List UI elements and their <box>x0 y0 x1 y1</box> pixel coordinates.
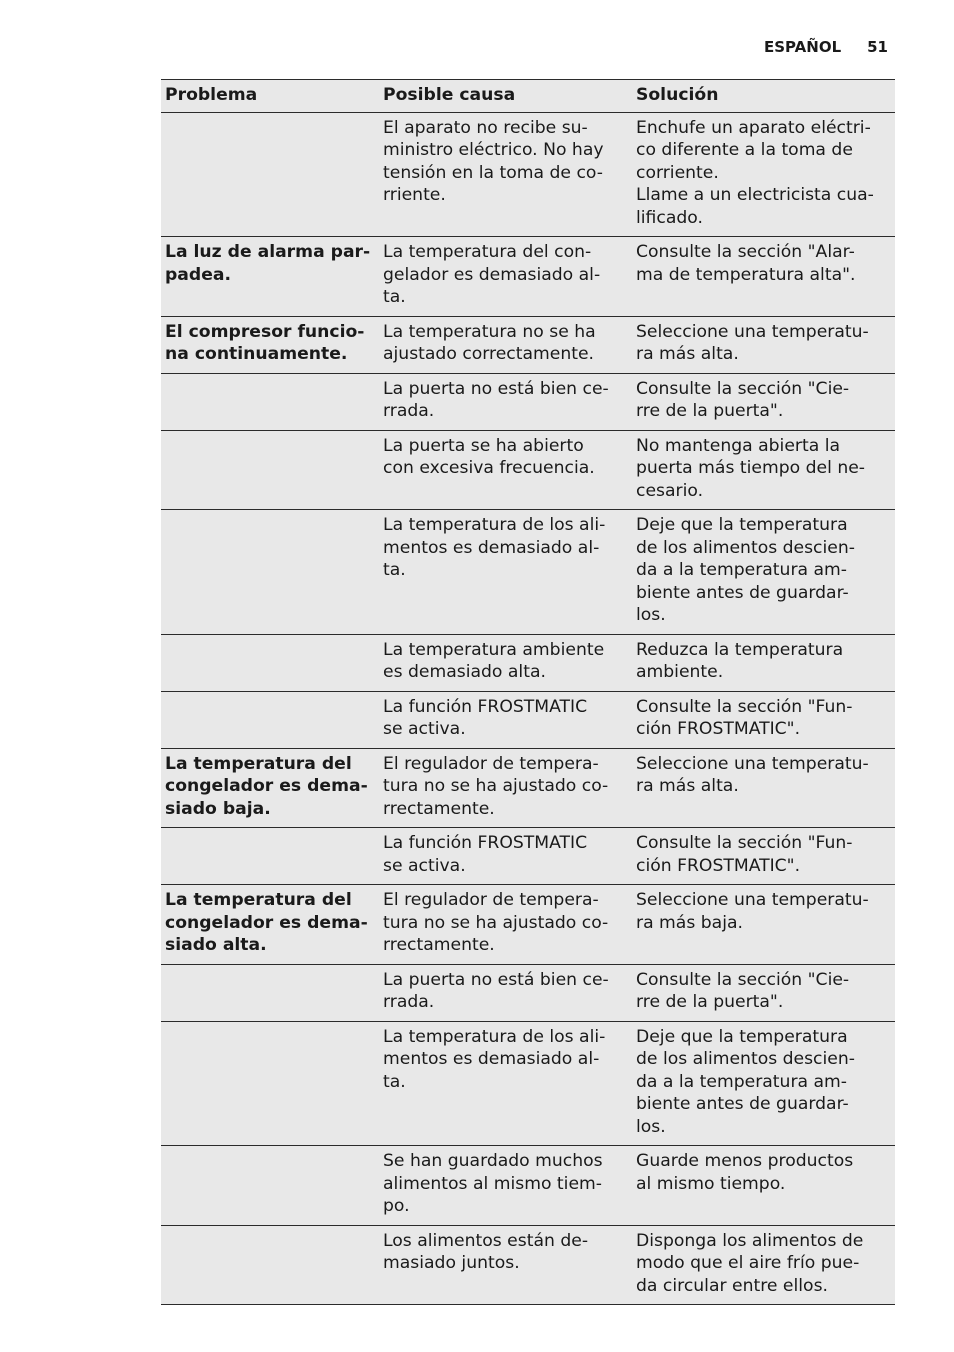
column-header-cause: Posible causa <box>379 80 632 113</box>
problem-cell <box>161 510 379 635</box>
problem-cell <box>161 691 379 748</box>
cause-cell: La temperatura de los ali- mentos es demasiado al- ta. <box>379 1021 632 1146</box>
problem-cell <box>161 112 379 237</box>
cause-cell: La función FROSTMATIC se activa. <box>379 828 632 885</box>
table-header-row <box>161 80 895 113</box>
column-header-solution: Solución <box>632 80 895 113</box>
table-row <box>161 237 895 317</box>
cause-cell: La temperatura no se ha ajustado correctamente. <box>379 316 632 373</box>
table-row <box>161 510 895 635</box>
solution-cell: Enchufe un aparato eléctri- co diferente a la toma de corriente. Llame a un electricista cua- lificado. <box>632 112 895 237</box>
cause-cell: Los alimentos están de- masiado juntos. <box>379 1225 632 1305</box>
table-row <box>161 828 895 885</box>
problem-cell <box>161 828 379 885</box>
problem-cell: La temperatura del congelador es dema- siado baja. <box>161 748 379 828</box>
table-row <box>161 112 895 237</box>
table-row <box>161 373 895 430</box>
column-header-problem: Problema <box>161 80 379 113</box>
solution-cell: Consulte la sección "Fun- ción FROSTMATIC". <box>632 691 895 748</box>
cause-cell: El regulador de tempera- tura no se ha ajustado co- rrectamente. <box>379 885 632 965</box>
troubleshooting-table <box>161 79 895 1305</box>
problem-cell: La temperatura del congelador es dema- siado alta. <box>161 885 379 965</box>
cause-cell: Se han guardado muchos alimentos al mismo tiem- po. <box>379 1146 632 1226</box>
problem-cell <box>161 1021 379 1146</box>
problem-cell <box>161 634 379 691</box>
cause-cell: La puerta no está bien ce- rrada. <box>379 373 632 430</box>
problem-cell <box>161 1225 379 1305</box>
page-header <box>764 38 888 56</box>
table-row <box>161 748 895 828</box>
problem-cell <box>161 373 379 430</box>
solution-cell: Consulte la sección "Cie- rre de la puerta". <box>632 373 895 430</box>
solution-cell: Guarde menos productos al mismo tiempo. <box>632 1146 895 1226</box>
cause-cell: La temperatura del con- gelador es demasiado al- ta. <box>379 237 632 317</box>
solution-cell: Seleccione una temperatu- ra más alta. <box>632 316 895 373</box>
problem-cell: El compresor funcio- na continuamente. <box>161 316 379 373</box>
solution-cell: Consulte la sección "Cie- rre de la puerta". <box>632 964 895 1021</box>
table-row <box>161 634 895 691</box>
solution-cell: Seleccione una temperatu- ra más baja. <box>632 885 895 965</box>
problem-cell <box>161 964 379 1021</box>
table-row <box>161 885 895 965</box>
cause-cell: La puerta no está bien ce- rrada. <box>379 964 632 1021</box>
cause-cell: El aparato no recibe su- ministro eléctrico. No hay tensión en la toma de co- rriente. <box>379 112 632 237</box>
cause-cell: La función FROSTMATIC se activa. <box>379 691 632 748</box>
table-row <box>161 316 895 373</box>
table-row <box>161 964 895 1021</box>
solution-cell: Consulte la sección "Fun- ción FROSTMATIC". <box>632 828 895 885</box>
table-row <box>161 691 895 748</box>
cause-cell: La temperatura ambiente es demasiado alta. <box>379 634 632 691</box>
table-row <box>161 430 895 510</box>
table-row <box>161 1225 895 1305</box>
table-row <box>161 1021 895 1146</box>
problem-cell: La luz de alarma par- padea. <box>161 237 379 317</box>
solution-cell: Disponga los alimentos de modo que el aire frío pue- da circular entre ellos. <box>632 1225 895 1305</box>
problem-cell <box>161 430 379 510</box>
solution-cell: Deje que la temperatura de los alimentos descien- da a la temperatura am- biente antes de guardar- los. <box>632 510 895 635</box>
solution-cell: No mantenga abierta la puerta más tiempo del ne- cesario. <box>632 430 895 510</box>
page-number: 51 <box>867 38 888 56</box>
solution-cell: Seleccione una temperatu- ra más alta. <box>632 748 895 828</box>
solution-cell: Consulte la sección "Alar- ma de temperatura alta". <box>632 237 895 317</box>
cause-cell: El regulador de tempera- tura no se ha ajustado co- rrectamente. <box>379 748 632 828</box>
section-label: ESPAÑOL <box>763 38 842 56</box>
cause-cell: La puerta se ha abierto con excesiva frecuencia. <box>379 430 632 510</box>
table-row <box>161 1146 895 1226</box>
solution-cell: Deje que la temperatura de los alimentos descien- da a la temperatura am- biente antes de guardar- los. <box>632 1021 895 1146</box>
solution-cell: Reduzca la temperatura ambiente. <box>632 634 895 691</box>
problem-cell <box>161 1146 379 1226</box>
cause-cell: La temperatura de los ali- mentos es demasiado al- ta. <box>379 510 632 635</box>
